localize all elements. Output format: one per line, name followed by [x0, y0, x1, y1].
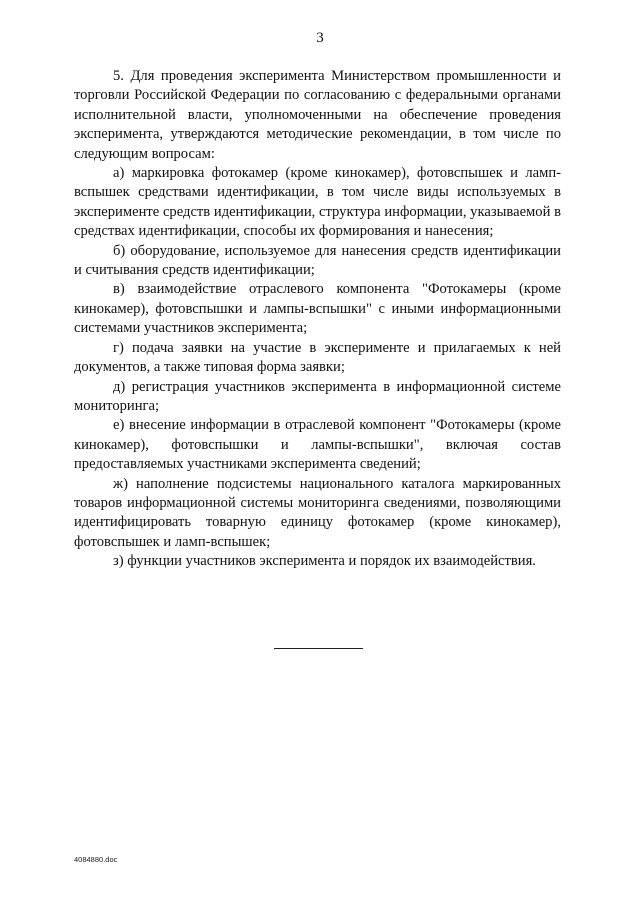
closing-divider-line — [274, 648, 363, 649]
paragraph-item-b: б) оборудование, используемое для нанесения средств идентификации и считывания средств идентификации; — [74, 242, 561, 279]
paragraph-item-e: е) внесение информации в отраслевой компонент "Фотокамеры (кроме кинокамер), фотовспышки и лампы-вспышки", включая состав предоставляемых участниками эксперимента сведений; — [74, 417, 561, 473]
paragraph-item-zh: ж) наполнение подсистемы национального каталога маркированных товаров информационной системы мониторинга сведениями, позволяющими идентифицировать товарную единицу фотокамер (кроме кинокамер), фотовспышек и ламп-вспышек; — [74, 475, 561, 550]
document-file-id: 4084880.doc — [74, 855, 118, 864]
paragraph-item-g: г) подача заявки на участие в эксперименте и прилагаемых к ней документов, а также типовая форма заявки; — [74, 339, 561, 376]
paragraph-item-a: а) маркировка фотокамер (кроме кинокамер), фотовспышек и ламп-вспышек средствами идентификации, в том числе виды используемых в эксперименте средств идентификации, структура информации, указываемой в средствах идентификации, способы их формирования и нанесения; — [74, 165, 561, 240]
paragraph-5-intro: 5. Для проведения эксперимента Министерством промышленности и торговли Российской Федерации по согласованию с федеральными органами исполнительной власти, уполномоченными на обеспечение проведения эксперимента, утверждаются методические рекомендации, в том числе по следующим вопросам: — [74, 68, 561, 162]
document-body — [74, 67, 561, 572]
page-number: 3 — [316, 30, 324, 46]
paragraph-item-d: д) регистрация участников эксперимента в информационной системе мониторинга; — [74, 378, 561, 414]
paragraph-item-z: з) функции участников эксперимента и порядок их взаимодействия. — [113, 553, 536, 570]
paragraph-item-v: в) взаимодействие отраслевого компонента "Фотокамеры (кроме кинокамер), фотовспышки и лампы-вспышки" с иными информационными системами участников эксперимента; — [74, 281, 561, 337]
